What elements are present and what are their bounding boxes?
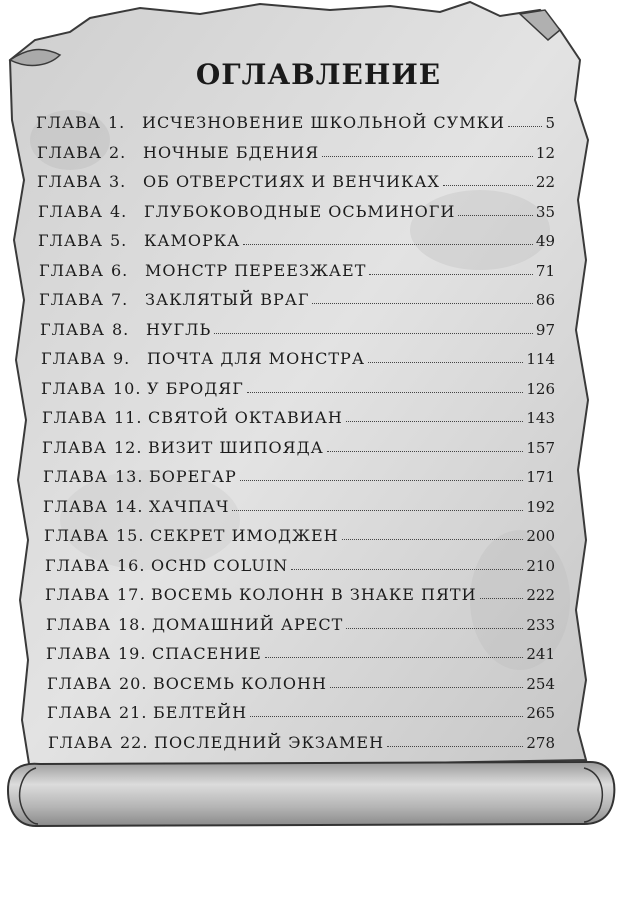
chapter-word: ГЛАВА bbox=[39, 290, 104, 309]
chapter-word: ГЛАВА bbox=[37, 142, 102, 162]
toc-row bbox=[45, 578, 555, 604]
chapter-title: ИСЧЕЗНОВЕНИЕ ШКОЛЬНОЙ СУМКИ bbox=[142, 113, 505, 132]
page-number: 22 bbox=[535, 173, 555, 191]
page-number: 12 bbox=[535, 143, 555, 162]
chapter-number: 6. bbox=[111, 260, 129, 280]
dot-leader bbox=[443, 185, 533, 186]
toc-row bbox=[45, 549, 555, 575]
toc-row bbox=[41, 342, 555, 368]
dot-leader bbox=[214, 333, 533, 334]
toc-row bbox=[39, 283, 555, 309]
chapter-word: ГЛАВА bbox=[38, 231, 103, 250]
chapter-title: ПОЧТА ДЛЯ МОНСТРА bbox=[147, 349, 365, 368]
chapter-number: 22. bbox=[120, 732, 149, 752]
dot-leader bbox=[369, 274, 533, 275]
page-number: 192 bbox=[526, 497, 555, 516]
chapter-word: ГЛАВА bbox=[40, 319, 105, 339]
page-number: 241 bbox=[526, 645, 555, 663]
page-number: 143 bbox=[526, 409, 555, 427]
toc-row bbox=[46, 637, 555, 663]
chapter-word: ГЛАВА bbox=[41, 349, 106, 368]
dot-leader bbox=[327, 451, 524, 452]
chapter-number: 20. bbox=[119, 673, 148, 693]
page-number: 233 bbox=[526, 615, 555, 634]
chapter-title: СПАСЕНИЕ bbox=[152, 644, 262, 663]
chapter-word: ГЛАВА bbox=[37, 172, 102, 191]
chapter-title: ГЛУБОКОВОДНЫЕ ОСЬМИНОГИ bbox=[144, 201, 456, 221]
chapter-word: ГЛАВА bbox=[38, 201, 103, 221]
chapter-number: 16. bbox=[117, 555, 146, 575]
chapter-word: ГЛАВА bbox=[48, 732, 113, 752]
chapter-word: ГЛАВА bbox=[42, 437, 107, 457]
dot-leader bbox=[291, 569, 523, 570]
chapter-title: ХАЧПАЧ bbox=[149, 496, 230, 516]
chapter-number: 5. bbox=[110, 231, 128, 250]
chapter-title: ЗАКЛЯТЫЙ ВРАГ bbox=[145, 290, 310, 309]
toc-row bbox=[40, 313, 555, 339]
chapter-title: НУГЛЬ bbox=[146, 319, 212, 339]
chapter-number: 13. bbox=[115, 467, 144, 486]
chapter-number: 10. bbox=[113, 378, 142, 398]
page-number: 278 bbox=[526, 733, 555, 752]
chapter-number: 7. bbox=[111, 290, 129, 309]
dot-leader bbox=[265, 657, 524, 658]
chapter-title: ВИЗИТ ШИПОЯДА bbox=[148, 437, 324, 457]
page-number: 114 bbox=[526, 350, 555, 368]
page-number: 71 bbox=[535, 261, 555, 280]
page-number: 49 bbox=[535, 232, 555, 250]
dot-leader bbox=[330, 687, 523, 688]
toc-row bbox=[47, 696, 555, 722]
dot-leader bbox=[480, 598, 524, 599]
dot-leader bbox=[346, 421, 524, 422]
toc-row bbox=[47, 667, 555, 693]
chapter-number: 3. bbox=[109, 172, 127, 191]
chapter-number: 1. bbox=[108, 113, 126, 132]
dot-leader bbox=[312, 303, 532, 304]
dot-leader bbox=[342, 539, 524, 540]
toc-row bbox=[38, 224, 555, 250]
page-number: 5 bbox=[545, 114, 555, 132]
toc-row bbox=[42, 431, 555, 457]
chapter-number: 18. bbox=[118, 614, 147, 634]
toc-row bbox=[41, 372, 555, 398]
toc-row bbox=[39, 254, 555, 280]
page-number: 86 bbox=[535, 291, 555, 309]
chapter-number: 8. bbox=[112, 319, 130, 339]
chapter-word: ГЛАВА bbox=[45, 555, 110, 575]
page-number: 171 bbox=[526, 468, 555, 486]
chapter-number: 14. bbox=[115, 496, 144, 516]
dot-leader bbox=[346, 628, 523, 629]
chapter-number: 12. bbox=[114, 437, 143, 457]
dot-leader bbox=[458, 215, 533, 216]
chapter-title: ПОСЛЕДНИЙ ЭКЗАМЕН bbox=[154, 732, 385, 752]
dot-leader bbox=[387, 746, 523, 747]
page-number: 200 bbox=[526, 527, 555, 545]
dot-leader bbox=[247, 392, 524, 393]
chapter-title: OCHD COLUIN bbox=[151, 555, 289, 575]
chapter-word: ГЛАВА bbox=[41, 378, 106, 398]
chapter-title: БОРЕГАР bbox=[149, 467, 237, 486]
table-of-contents bbox=[0, 106, 637, 766]
chapter-title: ОБ ОТВЕРСТИЯХ И ВЕНЧИКАХ bbox=[143, 172, 440, 191]
chapter-title: МОНСТР ПЕРЕЕЗЖАЕТ bbox=[145, 260, 367, 280]
page-number: 126 bbox=[526, 379, 555, 398]
page-title: ОГЛАВЛЕНИЕ bbox=[195, 58, 442, 91]
chapter-word: ГЛАВА bbox=[45, 585, 110, 604]
page-number: 222 bbox=[526, 586, 555, 604]
chapter-number: 2. bbox=[109, 142, 127, 162]
chapter-word: ГЛАВА bbox=[46, 614, 111, 634]
chapter-word: ГЛАВА bbox=[44, 526, 109, 545]
chapter-number: 17. bbox=[117, 585, 146, 604]
chapter-word: ГЛАВА bbox=[43, 496, 108, 516]
toc-row bbox=[42, 401, 555, 427]
page-number: 35 bbox=[535, 202, 555, 221]
dot-leader bbox=[240, 480, 524, 481]
dot-leader bbox=[232, 510, 523, 511]
chapter-word: ГЛАВА bbox=[39, 260, 104, 280]
dot-leader bbox=[250, 716, 523, 717]
page-number: 210 bbox=[526, 556, 555, 575]
chapter-title: КАМОРКА bbox=[144, 231, 241, 250]
page-number: 157 bbox=[526, 438, 555, 457]
toc-row bbox=[48, 726, 555, 752]
dot-leader bbox=[322, 156, 533, 157]
chapter-word: ГЛАВА bbox=[47, 673, 112, 693]
chapter-number: 9. bbox=[113, 349, 131, 368]
dot-leader bbox=[368, 362, 523, 363]
toc-row bbox=[43, 490, 555, 516]
chapter-title: У БРОДЯГ bbox=[147, 378, 244, 398]
chapter-number: 15. bbox=[116, 526, 145, 545]
toc-row bbox=[44, 519, 555, 545]
page-number: 265 bbox=[526, 704, 555, 722]
chapter-title: ДОМАШНИЙ АРЕСТ bbox=[152, 614, 344, 634]
chapter-word: ГЛАВА bbox=[47, 703, 112, 722]
chapter-word: ГЛАВА bbox=[43, 467, 108, 486]
toc-row bbox=[43, 460, 555, 486]
chapter-word: ГЛАВА bbox=[46, 644, 111, 663]
toc-row bbox=[38, 195, 555, 221]
toc-row bbox=[37, 136, 555, 162]
page-number: 254 bbox=[526, 674, 555, 693]
chapter-title: БЕЛТЕЙН bbox=[153, 703, 248, 722]
dot-leader bbox=[243, 244, 533, 245]
toc-row bbox=[36, 106, 555, 132]
chapter-number: 4. bbox=[110, 201, 128, 221]
chapter-word: ГЛАВА bbox=[36, 113, 101, 132]
chapter-title: ВОСЕМЬ КОЛОНН В ЗНАКЕ ПЯТИ bbox=[151, 585, 477, 604]
chapter-number: 11. bbox=[114, 408, 143, 427]
chapter-number: 21. bbox=[119, 703, 148, 722]
dot-leader bbox=[508, 126, 543, 127]
chapter-word: ГЛАВА bbox=[42, 408, 107, 427]
chapter-title: ВОСЕМЬ КОЛОНН bbox=[153, 673, 327, 693]
page-number: 97 bbox=[535, 320, 555, 339]
toc-row bbox=[37, 165, 555, 191]
chapter-title: СВЯТОЙ ОКТАВИАН bbox=[148, 408, 343, 427]
chapter-title: СЕКРЕТ ИМОДЖЕН bbox=[150, 526, 339, 545]
chapter-title: НОЧНЫЕ БДЕНИЯ bbox=[143, 142, 320, 162]
toc-row bbox=[46, 608, 555, 634]
chapter-number: 19. bbox=[118, 644, 147, 663]
